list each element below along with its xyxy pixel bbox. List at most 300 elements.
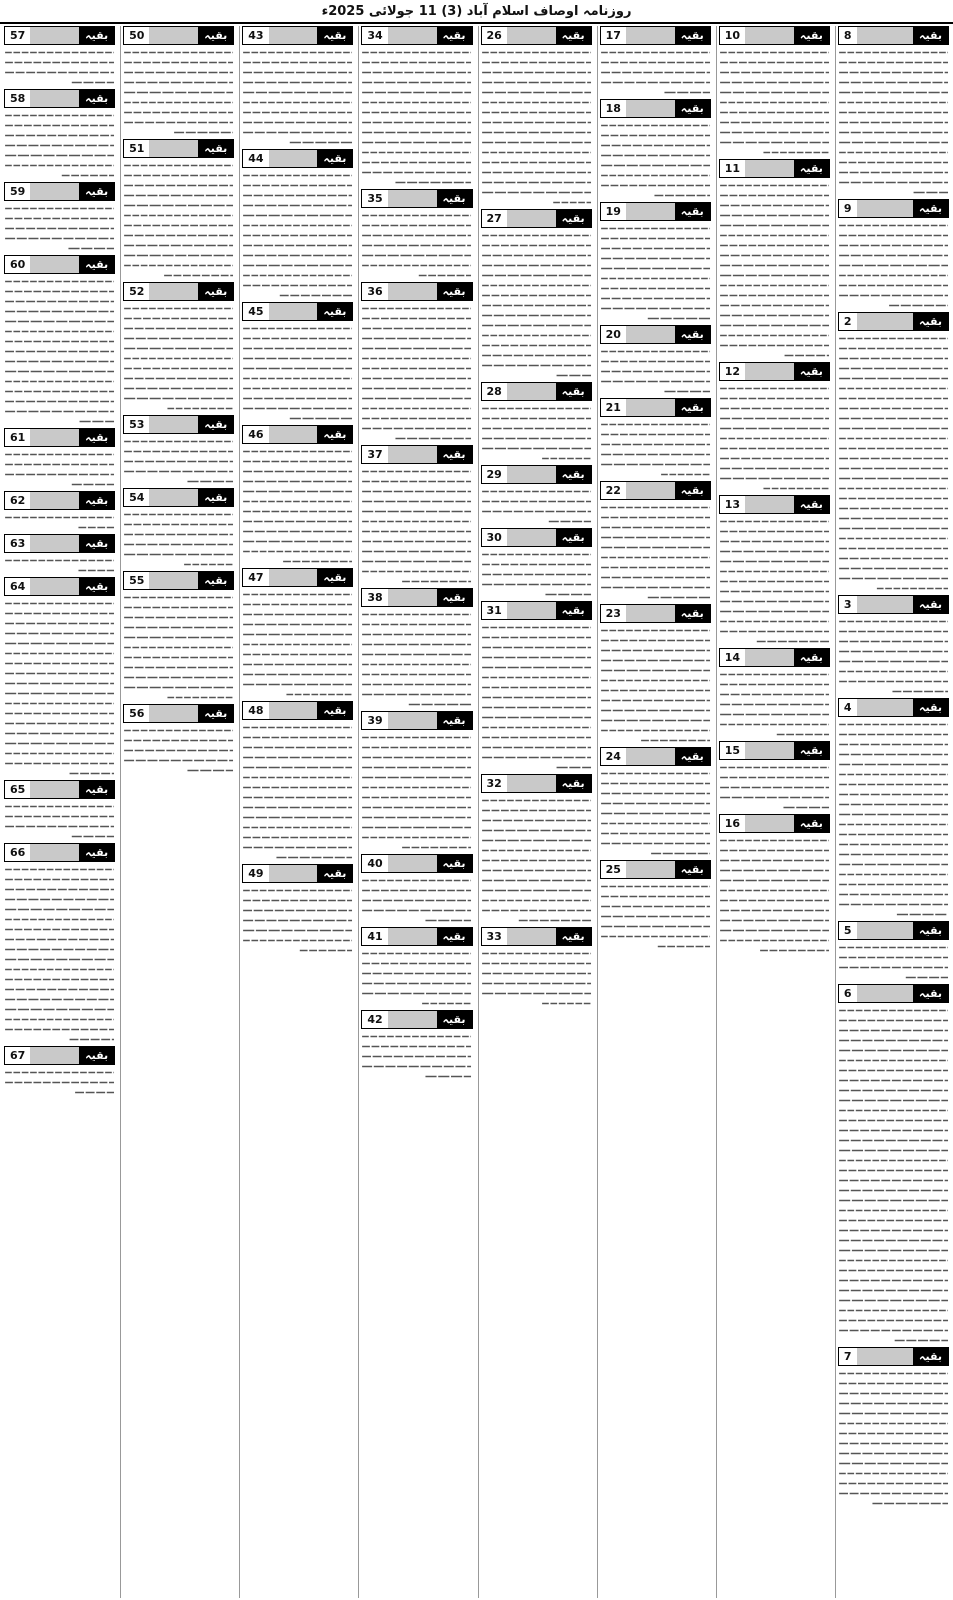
header-fill [857,27,913,44]
continuation-label: بقیہ [675,399,710,416]
article-body [361,1031,472,1081]
text-lines [838,942,949,982]
article-body [719,516,830,646]
continuation-number: 6 [839,985,857,1002]
text-lines [4,110,115,180]
text-lines [4,598,115,778]
article-body [123,303,234,413]
article-body [242,446,353,566]
continuation-label: بقیہ [913,313,948,330]
text-lines [4,449,115,489]
continuation-label: بقیہ [913,922,948,939]
header-fill [388,855,437,872]
text-lines [4,276,115,426]
continuation-number: 37 [362,446,387,463]
header-fill [30,27,79,44]
article-body [600,419,711,479]
article-body [242,885,353,955]
header-fill [388,190,437,207]
text-lines [600,223,711,323]
continuation-header [719,362,830,381]
continuation-header [361,282,472,301]
continuation-label: بقیہ [317,27,352,44]
article-body [838,1368,949,1508]
article-body [600,120,711,200]
continuation-header [600,26,711,45]
continuation-number: 31 [482,602,507,619]
header-fill [745,27,794,44]
continuation-label: بقیہ [198,416,233,433]
continuation-label: بقیہ [556,210,591,227]
continuation-label: بقیہ [437,283,472,300]
continuation-label: بقیہ [794,160,829,177]
continuation-block [838,199,949,310]
article-body [838,719,949,919]
continuation-header [838,199,949,218]
header-fill [745,649,794,666]
continuation-block [242,425,353,566]
continuation-block [361,445,472,586]
article-body [838,942,949,982]
header-fill [149,572,198,589]
continuation-block [481,528,592,599]
continuation-number: 20 [601,326,626,343]
header-fill [388,283,437,300]
continuation-label: بقیہ [317,569,352,586]
text-lines [838,1368,949,1508]
continuation-block [123,26,234,137]
article-body [4,449,115,489]
continuation-number: 63 [5,535,30,552]
article-body [242,589,353,699]
continuation-header [123,704,234,723]
text-lines [838,47,949,197]
continuation-label: بقیہ [79,844,114,861]
continuation-block [719,814,830,955]
continuation-block [242,302,353,423]
header-fill [388,27,437,44]
article-body [361,210,472,280]
continuation-label: بقیہ [317,865,352,882]
continuation-number: 54 [124,489,149,506]
header-fill [388,712,437,729]
continuation-label: بقیہ [437,589,472,606]
continuation-label: بقیہ [437,712,472,729]
continuation-header [600,860,711,879]
continuation-block [4,1046,115,1097]
text-lines [600,625,711,745]
article-body [123,509,234,569]
continuation-block [600,202,711,323]
continuation-block [361,927,472,1008]
continuation-number: 52 [124,283,149,300]
continuation-header [4,428,115,447]
continuation-number: 64 [5,578,30,595]
continuation-block [123,704,234,775]
masthead [0,0,953,24]
continuation-block [4,780,115,841]
continuation-header [123,139,234,158]
continuation-block [361,588,472,709]
continuation-block [838,921,949,982]
text-lines [600,346,711,396]
text-lines [481,230,592,380]
continuation-header [838,595,949,614]
header-fill [626,399,675,416]
continuation-number: 34 [362,27,387,44]
article-body [719,47,830,157]
article-body [4,512,115,532]
header-fill [30,1047,79,1064]
continuation-number: 29 [482,466,507,483]
article-body [481,486,592,526]
article-body [481,622,592,772]
text-lines [719,762,830,812]
continuation-header [123,282,234,301]
continuation-block [719,159,830,360]
continuation-block [600,604,711,745]
continuation-block [123,282,234,413]
continuation-number: 12 [720,363,745,380]
continuation-number: 15 [720,742,745,759]
continuation-header [600,481,711,500]
continuation-number: 62 [5,492,30,509]
header-fill [149,489,198,506]
continuation-header [719,495,830,514]
continuation-number: 66 [5,844,30,861]
continuation-number: 26 [482,27,507,44]
continuation-label: بقیہ [794,649,829,666]
continuation-label: بقیہ [437,27,472,44]
header-fill [30,183,79,200]
text-lines [600,768,711,858]
text-lines [123,436,234,486]
continuation-header [838,921,949,940]
continuation-number: 53 [124,416,149,433]
column-5 [358,26,474,1598]
continuation-header [361,854,472,873]
continuation-header [361,189,472,208]
header-fill [269,426,318,443]
text-lines [719,180,830,360]
article-body [361,47,472,187]
continuation-number: 27 [482,210,507,227]
header-fill [30,844,79,861]
article-body [361,948,472,1008]
text-lines [4,801,115,841]
header-fill [507,775,556,792]
article-body [719,669,830,739]
continuation-label: بقیہ [79,183,114,200]
continuation-number: 4 [839,699,857,716]
continuation-header [242,864,353,883]
text-lines [481,549,592,599]
continuation-header [242,302,353,321]
continuation-number: 49 [243,865,268,882]
continuation-number: 2 [839,313,857,330]
article-body [242,722,353,862]
continuation-block [4,577,115,778]
continuation-header [361,26,472,45]
continuation-number: 30 [482,529,507,546]
continuation-label: بقیہ [317,150,352,167]
article-body [481,795,592,925]
article-body [4,47,115,87]
text-lines [123,160,234,280]
header-fill [507,602,556,619]
continuation-label: بقیہ [556,466,591,483]
continuation-block [600,398,711,479]
continuation-label: بقیہ [556,27,591,44]
text-lines [361,303,472,443]
header-fill [388,928,437,945]
continuation-header [361,711,472,730]
header-fill [745,160,794,177]
continuation-block [719,648,830,739]
header-fill [626,605,675,622]
continuation-header [481,26,592,45]
header-fill [857,1348,913,1365]
continuation-header [838,1347,949,1366]
continuation-header [4,491,115,510]
continuation-header [481,209,592,228]
continuation-header [838,312,949,331]
article-body [719,383,830,493]
continuation-number: 48 [243,702,268,719]
text-lines [361,875,472,925]
continuation-header [719,159,830,178]
continuation-number: 56 [124,705,149,722]
continuation-number: 39 [362,712,387,729]
continuation-number: 40 [362,855,387,872]
text-lines [361,466,472,586]
continuation-label: بقیہ [675,482,710,499]
continuation-block [4,428,115,489]
continuation-header [123,26,234,45]
continuation-label: بقیہ [675,27,710,44]
header-fill [269,865,318,882]
article-body [600,502,711,602]
text-lines [361,732,472,852]
column-7 [120,26,236,1598]
continuation-label: بقیہ [794,742,829,759]
text-lines [242,885,353,955]
text-lines [481,948,592,1008]
continuation-label: بقیہ [556,928,591,945]
text-lines [838,616,949,696]
continuation-block [600,325,711,396]
header-fill [30,492,79,509]
header-fill [269,150,318,167]
continuation-block [4,534,115,575]
continuation-header [481,465,592,484]
header-fill [30,90,79,107]
article-body [600,47,711,97]
article-body [361,609,472,709]
text-lines [242,589,353,699]
continuation-number: 57 [5,27,30,44]
header-fill [388,446,437,463]
continuation-number: 13 [720,496,745,513]
continuation-number: 28 [482,383,507,400]
continuation-block [600,747,711,858]
continuation-number: 22 [601,482,626,499]
header-fill [745,363,794,380]
continuation-block [481,774,592,925]
continuation-header [242,701,353,720]
article-body [600,881,711,951]
continuation-header [4,843,115,862]
header-fill [745,496,794,513]
continuation-block [4,182,115,253]
text-lines [481,47,592,207]
article-body [4,276,115,426]
article-body [242,170,353,300]
text-lines [123,592,234,702]
article-body [838,220,949,310]
article-body [242,323,353,423]
continuation-block [361,854,472,925]
continuation-label: بقیہ [675,861,710,878]
header-fill [507,27,556,44]
article-body [481,948,592,1008]
column-4 [478,26,594,1598]
continuation-header [481,382,592,401]
text-lines [600,120,711,200]
header-fill [149,140,198,157]
text-lines [4,864,115,1044]
article-body [123,436,234,486]
continuation-header [242,26,353,45]
continuation-label: بقیہ [437,1011,472,1028]
continuation-header [361,445,472,464]
text-lines [719,383,830,493]
continuation-header [4,780,115,799]
text-lines [600,502,711,602]
article-body [123,725,234,775]
continuation-label: بقیہ [675,748,710,765]
article-body [123,592,234,702]
continuation-number: 55 [124,572,149,589]
continuation-label: بقیہ [556,775,591,792]
continuation-header [481,528,592,547]
continuation-label: بقیہ [198,572,233,589]
continuation-block [361,26,472,187]
continuation-label: بقیہ [675,326,710,343]
continuation-block [838,1347,949,1508]
header-fill [626,100,675,117]
continuation-number: 46 [243,426,268,443]
continuation-header [838,698,949,717]
continuation-number: 41 [362,928,387,945]
column-8 [2,26,117,1598]
continuation-number: 36 [362,283,387,300]
continuation-block [4,255,115,426]
continuation-number: 25 [601,861,626,878]
continuation-block [838,698,949,919]
continuation-label: بقیہ [198,705,233,722]
text-lines [123,509,234,569]
continuation-header [361,588,472,607]
continuation-block [838,26,949,197]
article-body [4,1067,115,1097]
continuation-header [719,26,830,45]
text-lines [361,47,472,187]
article-body [838,1005,949,1345]
continuation-header [4,255,115,274]
continuation-number: 47 [243,569,268,586]
text-lines [123,725,234,775]
continuation-header [600,202,711,221]
text-lines [361,948,472,1008]
article-body [481,549,592,599]
continuation-header [242,568,353,587]
article-body [600,768,711,858]
header-fill [507,210,556,227]
continuation-label: بقیہ [437,446,472,463]
continuation-header [123,571,234,590]
header-fill [507,466,556,483]
continuation-label: بقیہ [437,928,472,945]
continuation-header [600,398,711,417]
continuation-number: 65 [5,781,30,798]
text-lines [838,220,949,310]
continuation-block [4,491,115,532]
continuation-header [4,577,115,596]
text-lines [600,419,711,479]
text-lines [838,719,949,919]
column-6 [239,26,355,1598]
continuation-header [600,325,711,344]
continuation-header [4,89,115,108]
text-lines [242,47,353,147]
continuation-label: بقیہ [913,200,948,217]
header-fill [626,203,675,220]
continuation-label: بقیہ [913,1348,948,1365]
article-body [719,180,830,360]
text-lines [719,835,830,955]
header-fill [857,200,913,217]
article-body [4,203,115,253]
continuation-block [4,26,115,87]
continuation-block [481,927,592,1008]
continuation-header [481,601,592,620]
continuation-label: بقیہ [79,535,114,552]
header-fill [30,781,79,798]
continuation-block [4,89,115,180]
text-lines [361,1031,472,1081]
continuation-block [838,312,949,593]
article-body [4,864,115,1044]
continuation-number: 44 [243,150,268,167]
header-fill [857,313,913,330]
text-lines [242,170,353,300]
continuation-block [361,189,472,280]
continuation-block [600,99,711,200]
continuation-number: 50 [124,27,149,44]
continuation-header [719,648,830,667]
continuation-block [123,571,234,702]
continuation-block [242,864,353,955]
continuation-label: بقیہ [79,578,114,595]
continuation-label: بقیہ [794,496,829,513]
continuation-number: 51 [124,140,149,157]
text-lines [4,203,115,253]
header-fill [30,429,79,446]
continuation-block [123,139,234,280]
text-lines [481,622,592,772]
continuation-number: 9 [839,200,857,217]
